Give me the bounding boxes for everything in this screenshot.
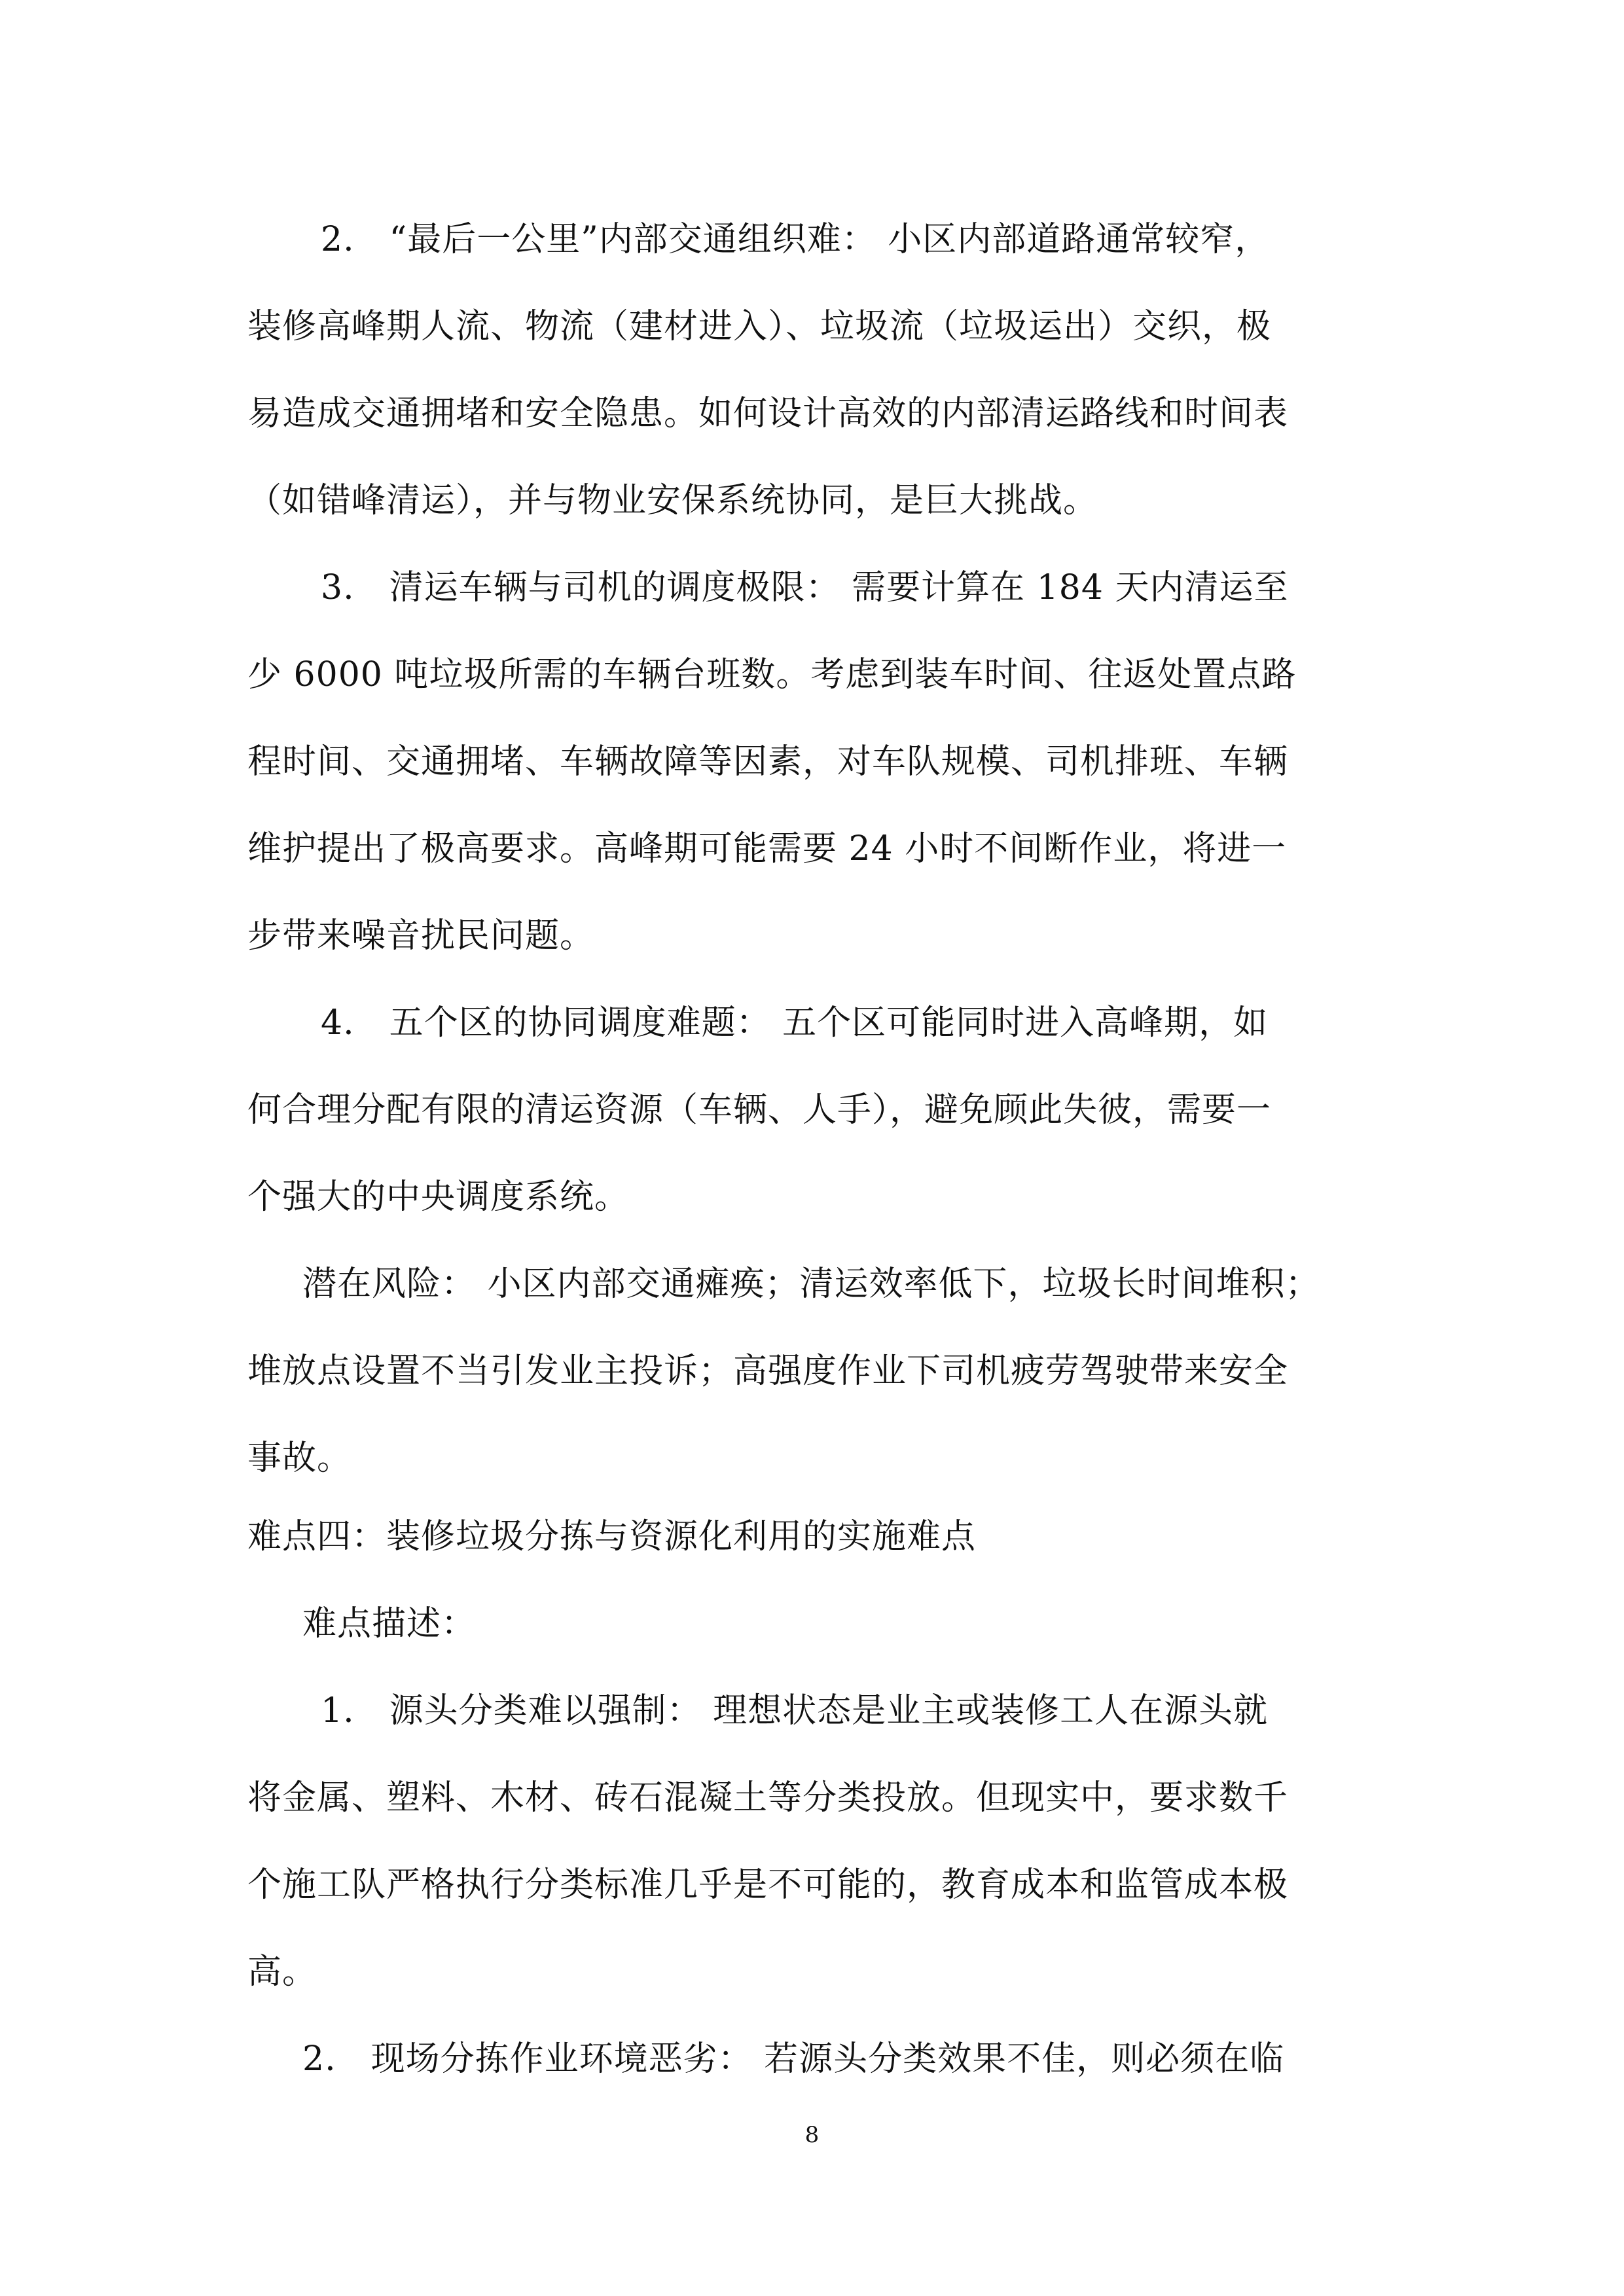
text-line: 潜在风险： 小区内部交通瘫痪；清运效率低下，垃圾长时间堆积；	[302, 1265, 1320, 1304]
page-number: 8	[804, 2122, 820, 2148]
text-line: 个施工队严格执行分类标准几乎是不可能的，教育成本和监管成本极	[247, 1865, 1289, 1905]
text-line: 维护提出了极高要求。高峰期可能需要 24 小时不间断作业，将进一	[247, 829, 1287, 869]
text-line: 2. 现场分拣作业环境恶劣： 若源头分类效果不佳，则必须在临	[302, 2039, 1285, 2079]
text-line: 步带来噪音扰民问题。	[247, 916, 595, 956]
text-line: 难点描述：	[302, 1604, 477, 1643]
text-line: 3. 清运车辆与司机的调度极限： 需要计算在 184 天内清运至	[321, 568, 1289, 607]
text-line: 少 6000 吨垃圾所需的车辆台班数。考虑到装车时间、往返处置点路	[247, 655, 1297, 694]
text-line: 2. “最后一公里”内部交通组织难： 小区内部道路通常较窄，	[321, 220, 1270, 259]
text-line: 易造成交通拥堵和安全隐患。如何设计高效的内部清运路线和时间表	[247, 394, 1289, 433]
text-line: 个强大的中央调度系统。	[247, 1177, 630, 1217]
text-line: 何合理分配有限的清运资源（车辆、人手），避免顾此失彼，需要一	[247, 1090, 1272, 1130]
text-line: 1. 源头分类难以强制： 理想状态是业主或装修工人在源头就	[321, 1691, 1269, 1731]
text-line: 装修高峰期人流、物流（建材进入）、垃圾流（垃圾运出）交织，极	[247, 307, 1272, 346]
text-line: 4. 五个区的协同调度难题： 五个区可能同时进入高峰期，如	[321, 1003, 1269, 1043]
text-line: 高。	[247, 1952, 317, 1992]
text-line: 程时间、交通拥堵、车辆故障等因素，对车队规模、司机排班、车辆	[247, 742, 1289, 781]
section-heading: 难点四：装修垃圾分拣与资源化利用的实施难点	[247, 1517, 977, 1556]
text-line: （如错峰清运），并与物业安保系统协同，是巨大挑战。	[247, 481, 1098, 520]
text-line: 堆放点设置不当引发业主投诉；高强度作业下司机疲劳驾驶带来安全	[247, 1352, 1289, 1391]
text-line: 事故。	[247, 1439, 352, 1478]
text-line: 将金属、塑料、木材、砖石混凝土等分类投放。但现实中，要求数千	[247, 1778, 1289, 1818]
